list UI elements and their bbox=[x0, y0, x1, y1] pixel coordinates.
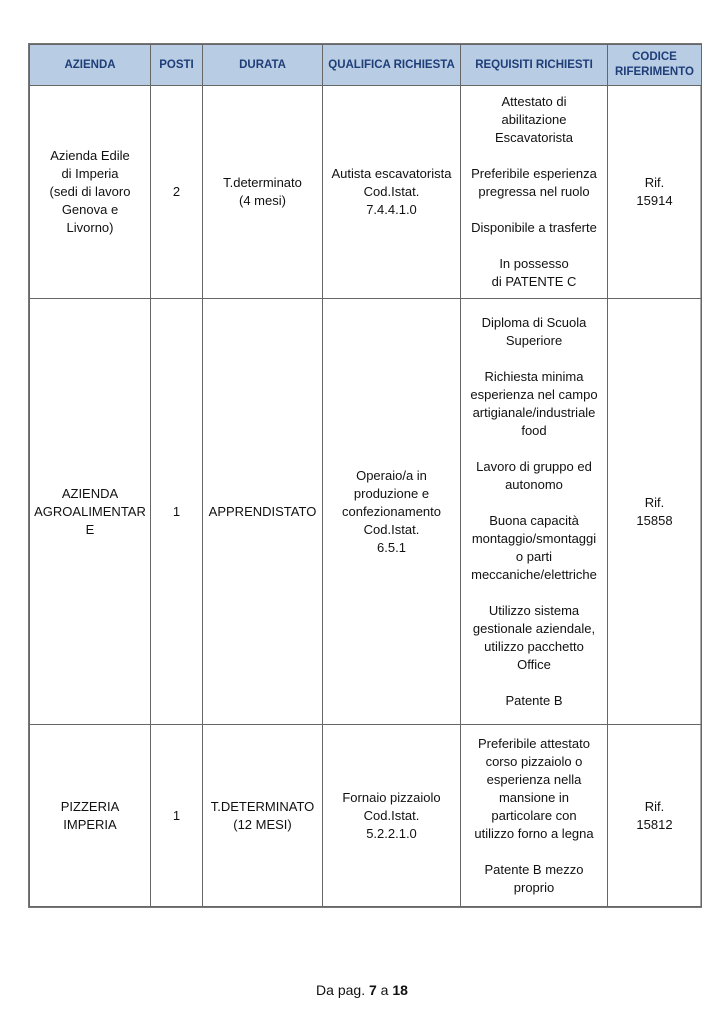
cell-azienda bbox=[30, 725, 151, 907]
cell-line bbox=[465, 584, 603, 602]
cell-line: Autista escavatorista bbox=[331, 166, 452, 181]
job-listings-table bbox=[29, 44, 702, 907]
cell-line: Operaio/a in bbox=[356, 467, 427, 483]
cell-line: Rif. bbox=[644, 175, 665, 190]
table-header-row bbox=[30, 45, 702, 86]
footer-current-page: 7 bbox=[368, 982, 377, 998]
cell-line: pregressa nel ruolo bbox=[478, 184, 590, 199]
cell-codice bbox=[608, 725, 702, 907]
cell-line: esperienza nel campo bbox=[470, 386, 598, 402]
cell-line: 15914 bbox=[636, 193, 673, 208]
cell-azienda bbox=[30, 299, 151, 725]
cell-line: Preferibile attestato bbox=[477, 735, 590, 751]
cell-line: Disponibile a trasferte bbox=[471, 220, 597, 235]
cell-line: APPRENDISTATO bbox=[208, 503, 317, 519]
cell-line: corso pizzaiolo o bbox=[485, 753, 583, 769]
cell-line: esperienza nella bbox=[486, 771, 582, 787]
cell-line: Fornaio pizzaiolo bbox=[342, 789, 441, 805]
cell-line: utilizzo forno a legna bbox=[474, 825, 594, 841]
cell-line bbox=[465, 350, 603, 368]
cell-line: E bbox=[85, 521, 95, 537]
cell-line: AGROALIMENTAR bbox=[34, 503, 146, 519]
cell-line: Patente B mezzo bbox=[484, 861, 584, 877]
cell-line: Preferibile esperienza bbox=[471, 166, 597, 181]
cell-line: particolare con bbox=[491, 807, 577, 823]
table-row bbox=[30, 299, 702, 725]
cell-durata bbox=[203, 299, 323, 725]
cell-line: di PATENTE C bbox=[491, 274, 577, 289]
cell-line: 7.4.4.1.0 bbox=[366, 202, 417, 217]
cell-durata bbox=[203, 86, 323, 299]
cell-line: (12 MESI) bbox=[233, 816, 292, 832]
cell-line: Lavoro di gruppo ed bbox=[476, 458, 592, 474]
cell-line: food bbox=[521, 422, 547, 438]
cell-line: Richiesta minima bbox=[484, 368, 584, 384]
cell-line: 15858 bbox=[636, 512, 673, 528]
cell-line: Office bbox=[517, 656, 551, 672]
job-listings-frame bbox=[28, 43, 702, 908]
header-codice: CODICE RIFERIMENTO bbox=[608, 45, 702, 86]
cell-line: AZIENDA bbox=[61, 485, 119, 501]
cell-codice bbox=[608, 299, 702, 725]
cell-line: Diploma di Scuola bbox=[481, 314, 587, 330]
cell-line: (4 mesi) bbox=[239, 193, 286, 208]
cell-line: PIZZERIA bbox=[60, 798, 120, 814]
table-row bbox=[30, 86, 702, 299]
cell-azienda bbox=[30, 86, 151, 299]
cell-line: Superiore bbox=[505, 332, 563, 348]
cell-line: Attestato di bbox=[501, 94, 567, 109]
cell-line: Buona capacità bbox=[489, 512, 579, 528]
header-requisiti: REQUISITI RICHIESTI bbox=[461, 45, 608, 86]
cell-line bbox=[465, 843, 603, 861]
cell-line bbox=[465, 440, 603, 458]
cell-line bbox=[465, 147, 603, 165]
cell-line: autonomo bbox=[505, 476, 563, 492]
cell-line: confezionamento bbox=[341, 503, 441, 519]
cell-line: proprio bbox=[513, 879, 555, 895]
cell-line: utilizzo pacchetto bbox=[484, 638, 584, 654]
footer-prefix: Da pag. bbox=[316, 982, 366, 998]
cell-qualifica bbox=[323, 86, 461, 299]
table-row bbox=[30, 725, 702, 907]
cell-line: Genova e bbox=[61, 202, 119, 217]
cell-posti: 2 bbox=[151, 86, 203, 299]
cell-requisiti bbox=[461, 725, 608, 907]
cell-line: Cod.Istat. bbox=[363, 521, 420, 537]
cell-codice bbox=[608, 86, 702, 299]
page-footer bbox=[0, 982, 724, 998]
cell-line: 6.5.1 bbox=[377, 539, 406, 555]
footer-total-pages: 18 bbox=[392, 982, 408, 998]
cell-posti: 1 bbox=[151, 725, 203, 907]
cell-line: 15812 bbox=[636, 816, 673, 832]
cell-line: montaggio/smontaggi bbox=[471, 530, 597, 546]
cell-line: Rif. bbox=[644, 494, 665, 510]
footer-separator: a bbox=[380, 982, 389, 998]
cell-line: 5.2.2.1.0 bbox=[366, 825, 417, 841]
header-durata: DURATA bbox=[203, 45, 323, 86]
header-posti: POSTI bbox=[151, 45, 203, 86]
cell-line: meccaniche/elettriche bbox=[471, 566, 597, 582]
cell-posti: 1 bbox=[151, 299, 203, 725]
cell-qualifica bbox=[323, 299, 461, 725]
cell-line: (sedi di lavoro bbox=[49, 184, 131, 199]
cell-requisiti bbox=[461, 299, 608, 725]
cell-line: Utilizzo sistema bbox=[488, 602, 580, 618]
cell-line: Azienda Edile bbox=[50, 148, 130, 163]
header-qualifica: QUALIFICA RICHIESTA bbox=[323, 45, 461, 86]
cell-line: di Imperia bbox=[61, 166, 119, 181]
cell-line bbox=[465, 494, 603, 512]
cell-line: produzione e bbox=[353, 485, 430, 501]
cell-line bbox=[465, 674, 603, 692]
cell-line: In possesso bbox=[499, 256, 569, 271]
cell-line: IMPERIA bbox=[63, 816, 117, 832]
cell-qualifica bbox=[323, 725, 461, 907]
cell-line bbox=[465, 201, 603, 219]
cell-durata bbox=[203, 725, 323, 907]
cell-line: Escavatorista bbox=[494, 130, 574, 145]
cell-line: T.determinato bbox=[223, 175, 302, 190]
cell-line: Livorno) bbox=[66, 220, 114, 235]
cell-line: abilitazione bbox=[501, 112, 567, 127]
cell-line: T.DETERMINATO bbox=[210, 798, 315, 814]
cell-line: artigianale/industriale bbox=[472, 404, 596, 420]
header-azienda: AZIENDA bbox=[30, 45, 151, 86]
cell-line: Patente B bbox=[505, 692, 563, 708]
cell-line bbox=[465, 237, 603, 255]
cell-line: o parti bbox=[515, 548, 553, 564]
cell-line: mansione in bbox=[498, 789, 570, 805]
cell-line: Cod.Istat. bbox=[363, 184, 420, 199]
cell-line: Rif. bbox=[644, 798, 665, 814]
cell-requisiti bbox=[461, 86, 608, 299]
cell-line: gestionale aziendale, bbox=[472, 620, 596, 636]
cell-line: Cod.Istat. bbox=[363, 807, 420, 823]
